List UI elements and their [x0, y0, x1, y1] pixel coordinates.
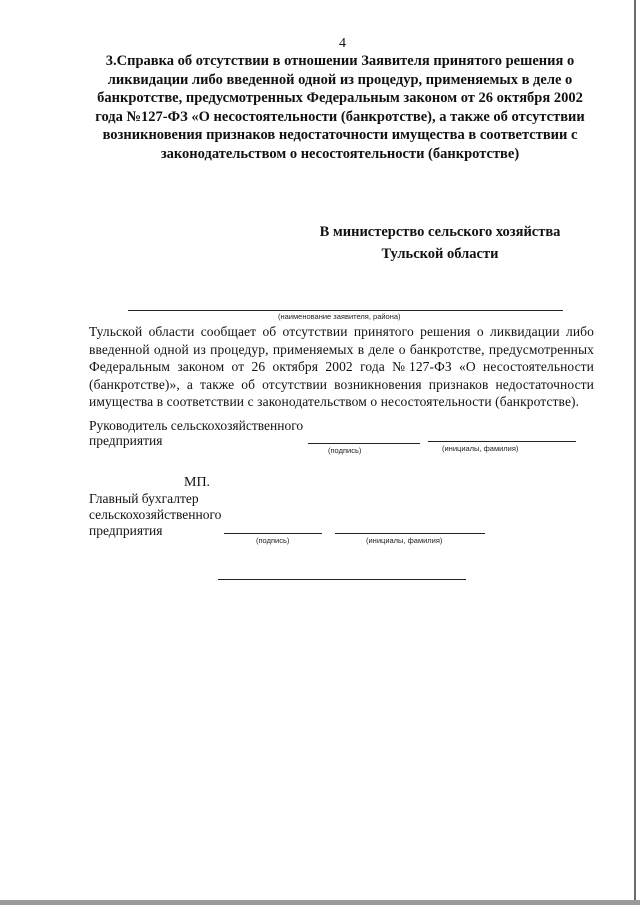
closing-separator-line: [218, 579, 466, 580]
accountant-signature-caption: (подпись): [256, 536, 290, 545]
scan-edge-bottom: [0, 900, 640, 905]
head-title-line-1: Руководитель сельскохозяйственного: [89, 418, 304, 433]
addressee-line-2: Тульской области: [381, 246, 499, 262]
accountant-title-line-3: предприятия: [89, 523, 163, 538]
head-title-line-2: предприятия: [89, 433, 163, 448]
applicant-name-line: [128, 310, 563, 311]
applicant-name-caption: (наименование заявителя, района): [278, 312, 401, 321]
stamp-label: МП.: [184, 475, 211, 490]
addressee-block: [300, 221, 580, 265]
head-name-line: [428, 441, 576, 442]
accountant-name-line: [335, 533, 485, 534]
accountant-title-line-1: Главный бухгалтер: [89, 491, 199, 506]
page-number: 4: [339, 36, 346, 51]
document-title: 3.Справка об отсутствии в отношении Заявителя принятого решения о ликвидации либо введенной одной из процедур, применяемых в деле о банкротстве, предусмотренных Федеральным законом от 26 октября 2002 года №127-ФЗ «О несостоятельности (банкротстве), а также об отсутствии возникновения признаков недостаточности имущества в соответствии с законодательством о несостоятельности (банкротстве): [95, 53, 585, 162]
accountant-title-line-2: сельскохозяйственного: [89, 507, 222, 522]
body-paragraph: Тульской области сообщает об отсутствии принятого решения о ликвидации либо введенной одной из процедур, применяемых в деле о банкротстве, предусмотренных Федеральным законом от 26 октября 2002 года №127-ФЗ «О несостоятельности (банкротстве)», а также об отсутствии возникновения признаков недостаточности имущества в соответствии с законодательством о несостоятельности (банкротстве).: [89, 324, 594, 409]
accountant-signature-line: [224, 533, 322, 534]
head-signature-line: [308, 443, 420, 444]
head-name-caption: (инициалы, фамилия): [442, 444, 519, 453]
accountant-name-caption: (инициалы, фамилия): [366, 536, 443, 545]
addressee-line-1: В министерство сельского хозяйства: [319, 224, 561, 240]
scan-edge-right: [634, 0, 636, 905]
head-signature-caption: (подпись): [328, 446, 362, 455]
